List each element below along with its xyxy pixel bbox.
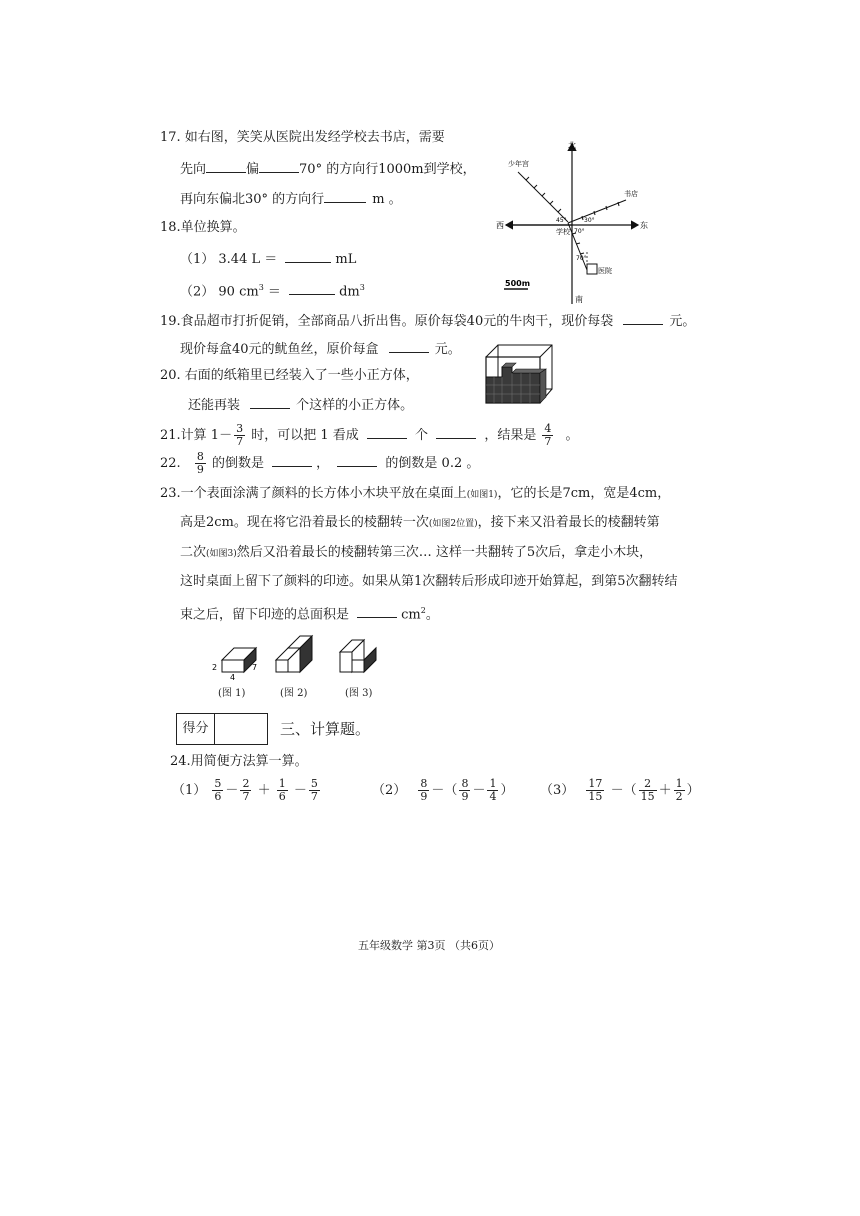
- q17-text: 再向东偏北30° 的方向行: [180, 192, 325, 207]
- q17-line1: 17. 如右图，笑笑从医院出发经学校去书店，需要: [160, 130, 445, 145]
- angle-70-label: 70°: [574, 228, 585, 235]
- q18-item2: [180, 278, 365, 302]
- dim-2-label: 2: [212, 663, 218, 672]
- q18-blank-2[interactable]: [289, 280, 335, 295]
- fraction: $\frac{2}{15}$: [640, 777, 655, 803]
- south-label: 南: [575, 295, 583, 304]
- q23-text: 高是2cm。现在将它沿着最长的棱翻转一次: [180, 515, 429, 530]
- operator: －（: [431, 783, 458, 798]
- q24-problem-3: [540, 778, 700, 803]
- q23-text: 束之后，留下印迹的总面积是: [180, 607, 350, 623]
- q19-blank-1[interactable]: [623, 310, 663, 325]
- q18-text: mL: [335, 252, 357, 267]
- fraction: $\frac{1}{6}$: [278, 777, 286, 803]
- q18-blank-1[interactable]: [285, 248, 331, 263]
- score-box: [176, 713, 268, 745]
- q20-line1: 20. 右面的纸箱里已经装入了一些小正方体，: [160, 368, 419, 383]
- operator: －: [225, 783, 239, 798]
- q22-text: 的倒数是: [211, 456, 264, 471]
- figure-1-label: (图 1): [218, 688, 246, 699]
- q19-line2: [180, 338, 461, 360]
- operator: ）: [686, 783, 700, 798]
- figure-2-block: [276, 636, 312, 672]
- problem-label: （3）: [540, 783, 575, 798]
- q17-text: 70° 的方向行1000m到学校，: [299, 162, 476, 177]
- figure-1-block: [222, 648, 256, 672]
- fraction: $\frac{8}{9}$: [420, 777, 428, 803]
- q20-text: 还能再装: [188, 398, 241, 413]
- q21-text: 21.计算 1－: [160, 428, 233, 443]
- scale-label: 500m: [505, 279, 531, 288]
- q21-text: ，结果是: [484, 428, 537, 443]
- q24-problem-1: [172, 778, 322, 803]
- q18-item1: [180, 248, 356, 270]
- hospital-box: [587, 264, 597, 274]
- score-label: 得分: [182, 721, 209, 736]
- q23-text: cm: [401, 607, 421, 623]
- q17-blank-2[interactable]: [259, 158, 299, 173]
- youth-palace-line: [518, 172, 568, 222]
- q20-line2: [188, 394, 413, 416]
- operator: －: [293, 783, 307, 798]
- q23-blank[interactable]: [357, 603, 397, 618]
- angle-45-label: 45°: [556, 217, 567, 224]
- q21-text: 。: [565, 428, 579, 443]
- q23-line2: [180, 513, 660, 534]
- dim-4-label: 4: [230, 673, 236, 682]
- east-label: 东: [640, 221, 648, 230]
- q23-note: (如图2位置): [428, 519, 478, 529]
- q21-blank-1[interactable]: [367, 424, 407, 439]
- q21-blank-2[interactable]: [436, 424, 476, 439]
- q19-text: 19.食品超市打折促销，全部商品八折出售。原价每袋40元的牛肉干，现价每袋: [160, 314, 614, 329]
- bookstore-line: [568, 200, 626, 223]
- q24-title: 24.用简便方法算一算。: [170, 754, 308, 769]
- q23-text: ，接下来又沿着最长的棱翻转第: [477, 515, 660, 530]
- score-field[interactable]: [215, 714, 267, 744]
- q21-text: 个: [415, 428, 429, 443]
- q22-line: [160, 451, 479, 476]
- q22-text: 的倒数是 0.2 。: [385, 456, 480, 471]
- fraction: $\frac{17}{15}$: [588, 777, 603, 803]
- q17-text: m 。: [372, 192, 402, 207]
- q19-text: 现价每盒40元的鱿鱼丝，原价每盒: [180, 342, 379, 357]
- figure-3-label: (图 3): [345, 688, 373, 699]
- q19-blank-2[interactable]: [389, 338, 429, 353]
- west-label: 西: [496, 221, 504, 230]
- q17-text: 先向: [180, 162, 207, 177]
- q18-sup: 3: [359, 283, 365, 292]
- bookstore-label: 书店: [624, 190, 638, 198]
- q23-sup: 2: [420, 606, 426, 615]
- q21-text: 时，可以把 1 看成: [251, 428, 359, 443]
- q20-text: 个这样的小正方体。: [296, 398, 414, 413]
- q18-text: （1） 3.44 L ＝: [180, 252, 278, 267]
- q23-text: 二次: [180, 545, 207, 560]
- angle-70-label: 70°: [576, 255, 587, 262]
- q17-line3: [180, 188, 402, 210]
- operator: ）: [500, 783, 514, 798]
- q23-line3: [180, 543, 652, 564]
- q18-text: dm: [339, 284, 360, 300]
- section-title: 三、计算题。: [280, 720, 371, 738]
- fraction: $\frac{8}{9}$: [196, 450, 204, 476]
- page-footer: 五年级数学 第3页 （共6页）: [358, 939, 500, 952]
- hospital-label: 医院: [598, 267, 612, 275]
- q22-text: ，: [316, 456, 330, 471]
- q18-title: 18.单位换算。: [160, 220, 246, 235]
- operator: ＋: [658, 783, 672, 798]
- q23-text: ，它的长是7cm，宽是4cm，: [497, 486, 671, 501]
- problem-label: （1）: [172, 783, 207, 798]
- fraction: $\frac{3}{7}$: [236, 422, 244, 448]
- q19-text: 元。: [434, 342, 461, 357]
- q18-text: （2） 90 cm: [180, 284, 259, 300]
- fraction: $\frac{5}{6}$: [214, 777, 222, 803]
- fraction: $\frac{5}{7}$: [310, 777, 318, 803]
- fraction: $\frac{2}{7}$: [242, 777, 250, 803]
- q17-line2: [180, 158, 476, 180]
- north-label: 北: [568, 141, 576, 150]
- youth-palace-label: 少年宫: [508, 160, 529, 168]
- compass-diagram: [490, 132, 660, 304]
- q23-note: (如图1): [466, 490, 498, 500]
- q22-blank-1[interactable]: [272, 452, 312, 467]
- q18-sup: 3: [258, 283, 264, 292]
- q23-line5: [180, 601, 439, 625]
- box-with-cubes-figure: [484, 343, 554, 405]
- q19-line1: [160, 310, 695, 332]
- q17-blank-3[interactable]: [324, 188, 366, 203]
- q18-text: ＝: [267, 284, 281, 300]
- q22-blank-2[interactable]: [337, 452, 377, 467]
- q24-problem-2: [372, 778, 513, 803]
- angle-30-label: 30°: [584, 217, 595, 224]
- q23-text: 23.一个表面涂满了颜料的长方体小木块平放在桌面上: [160, 486, 467, 501]
- problem-label: （2）: [372, 783, 407, 798]
- fraction: $\frac{1}{4}$: [489, 777, 497, 803]
- q19-text: 元。: [669, 314, 696, 329]
- q23-line4: 这时桌面上留下了颜料的印迹。如果从第1次翻转后形成印迹开始算起，到第5次翻转结: [180, 574, 678, 589]
- figure-2-label: (图 2): [280, 688, 308, 699]
- operator: －: [472, 783, 486, 798]
- fraction: $\frac{4}{7}$: [544, 422, 552, 448]
- q23-text: 。: [425, 607, 439, 623]
- fraction: $\frac{1}{2}$: [675, 777, 683, 803]
- q23-line1: [160, 484, 670, 505]
- q23-note: (如图3): [206, 549, 237, 559]
- q23-text: 然后又沿着最长的棱翻转第三次… 这样一共翻转了5次后，拿走小木块，: [236, 545, 653, 560]
- operator: ＋: [257, 783, 271, 798]
- fraction: $\frac{8}{9}$: [461, 777, 469, 803]
- operator: －（: [610, 783, 637, 798]
- q21-line: [160, 423, 579, 448]
- dim-7-label: 7: [252, 663, 258, 672]
- q17-blank-1[interactable]: [206, 158, 246, 173]
- q17-text: 偏: [246, 162, 260, 177]
- school-label: 学校: [556, 228, 570, 236]
- q20-blank[interactable]: [250, 394, 290, 409]
- q22-text: 22.: [160, 456, 181, 471]
- figure-3-block: [340, 640, 376, 672]
